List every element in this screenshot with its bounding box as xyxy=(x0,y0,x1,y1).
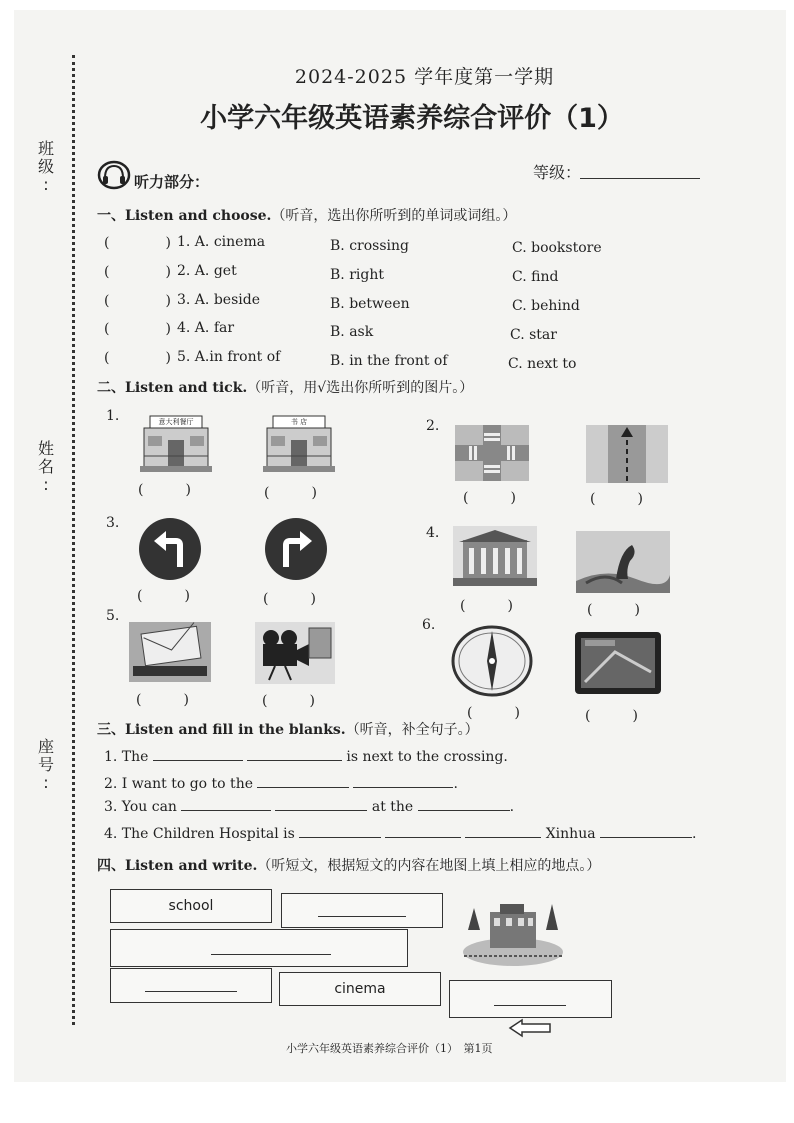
option-b: B. between xyxy=(330,296,410,312)
museum-picture[interactable] xyxy=(453,526,537,590)
option-c: C. behind xyxy=(512,298,580,314)
option-c: C. star xyxy=(510,327,557,343)
tick-paren[interactable]: ( ) xyxy=(587,602,640,618)
compass-icon[interactable] xyxy=(451,625,533,701)
blank-field[interactable] xyxy=(153,746,243,761)
answer-paren[interactable]: ( ) xyxy=(104,293,171,309)
answer-paren[interactable]: ( ) xyxy=(104,235,171,251)
turn-right-sign-icon[interactable] xyxy=(264,517,328,585)
tick-paren[interactable]: ( ) xyxy=(590,491,643,507)
item-number: 6. xyxy=(422,617,436,633)
blank-field[interactable] xyxy=(181,796,271,811)
option-a: 3. A. beside xyxy=(177,292,260,308)
map-box-school xyxy=(110,889,272,923)
building-illustration xyxy=(460,894,566,974)
tick-paren[interactable]: ( ) xyxy=(136,692,189,708)
map-box-cinema xyxy=(279,972,441,1006)
page-title: 小学六年级英语素养综合评价（1） xyxy=(200,103,624,134)
cinema-label: cinema xyxy=(334,981,386,997)
item-number: 4. xyxy=(426,525,440,541)
option-c: C. next to xyxy=(508,356,577,372)
restaurant-picture[interactable] xyxy=(140,412,212,478)
map-box-blank[interactable] xyxy=(281,893,443,928)
page-footer: 小学六年级英语素养综合评价（1） 第1页 xyxy=(286,1042,493,1055)
section2-heading: 二、Listen and tick.（听音，用√选出你所听到的图片。） xyxy=(97,380,474,396)
tick-paren[interactable]: ( ) xyxy=(460,598,513,614)
blank-field[interactable] xyxy=(299,823,381,838)
sentence-3: 3. You can at the . xyxy=(104,796,514,815)
option-c: C. bookstore xyxy=(512,240,602,256)
gps-navigator-icon[interactable] xyxy=(575,632,661,698)
grade-field[interactable] xyxy=(580,178,700,179)
tick-paren[interactable]: ( ) xyxy=(264,485,317,501)
option-a: 4. A. far xyxy=(177,320,235,336)
bookstore-picture[interactable] xyxy=(263,412,335,478)
option-b: B. right xyxy=(330,267,384,283)
item-number: 5. xyxy=(106,608,120,624)
tick-paren[interactable]: ( ) xyxy=(137,588,190,604)
blank-field[interactable] xyxy=(465,823,541,838)
tick-paren[interactable]: ( ) xyxy=(463,490,516,506)
blank-field[interactable] xyxy=(257,773,349,788)
tick-paren[interactable]: ( ) xyxy=(467,705,520,721)
left-arrow-icon xyxy=(508,1018,552,1042)
binding-dotted-line xyxy=(72,55,75,1025)
answer-paren[interactable]: ( ) xyxy=(104,264,171,280)
map-box-blank[interactable] xyxy=(110,968,272,1003)
tick-paren[interactable]: ( ) xyxy=(263,591,316,607)
blank-field[interactable] xyxy=(275,796,367,811)
crossing-picture[interactable] xyxy=(455,425,529,485)
blank-field[interactable] xyxy=(418,796,510,811)
option-b: B. in the front of xyxy=(330,353,448,369)
option-c: C. find xyxy=(512,269,559,285)
option-a: 2. A. get xyxy=(177,263,237,279)
bookstore-sign: 书 店 xyxy=(290,418,308,426)
map-box-blank[interactable] xyxy=(110,929,408,967)
item-number: 1. xyxy=(106,408,120,424)
headphones-icon xyxy=(97,160,131,194)
option-b: B. crossing xyxy=(330,238,409,254)
straight-road-picture[interactable] xyxy=(586,425,668,487)
restaurant-sign: 意大利餐厅 xyxy=(158,418,194,426)
post-office-picture[interactable] xyxy=(129,622,211,686)
map-box-blank[interactable] xyxy=(449,980,612,1018)
tick-paren[interactable]: ( ) xyxy=(138,482,191,498)
blank-field[interactable] xyxy=(247,746,342,761)
option-a: 1. A. cinema xyxy=(177,234,266,250)
grade-label: 等级： xyxy=(533,163,582,182)
sentence-4: 4. The Children Hospital is Xinhua . xyxy=(104,823,696,842)
option-a: 5. A.in front of xyxy=(177,349,281,365)
cinema-picture[interactable] xyxy=(255,622,335,688)
name-label: 姓 名 : xyxy=(37,439,54,494)
seat-label: 座 号 : xyxy=(37,737,54,792)
tick-paren[interactable]: ( ) xyxy=(262,693,315,709)
class-label: 班 级 : xyxy=(37,139,54,194)
section3-heading: 三、Listen and fill in the blanks.（听音，补全句子。） xyxy=(97,722,479,738)
listening-label: 听力部分： xyxy=(134,173,210,191)
answer-paren[interactable]: ( ) xyxy=(104,321,171,337)
blank-field[interactable] xyxy=(353,773,453,788)
sentence-1: 1. The is next to the crossing. xyxy=(104,746,508,765)
answer-paren[interactable]: ( ) xyxy=(104,350,171,366)
item-number: 2. xyxy=(426,418,440,434)
section1-heading: 一、Listen and choose.（听音，选出你所听到的单词或词组。） xyxy=(97,208,517,224)
item-number: 3. xyxy=(106,515,120,531)
park-picture[interactable] xyxy=(576,531,670,597)
option-b: B. ask xyxy=(330,324,374,340)
section4-heading: 四、Listen and write.（听短文，根据短文的内容在地图上填上相应的地点。） xyxy=(97,858,601,874)
blank-field[interactable] xyxy=(600,823,692,838)
turn-left-sign-icon[interactable] xyxy=(138,517,202,585)
tick-paren[interactable]: ( ) xyxy=(585,708,638,724)
sentence-2: 2. I want to go to the . xyxy=(104,773,458,792)
blank-field[interactable] xyxy=(385,823,461,838)
term-heading: 2024-2025 学年度第一学期 xyxy=(294,66,555,88)
school-label: school xyxy=(168,898,214,914)
